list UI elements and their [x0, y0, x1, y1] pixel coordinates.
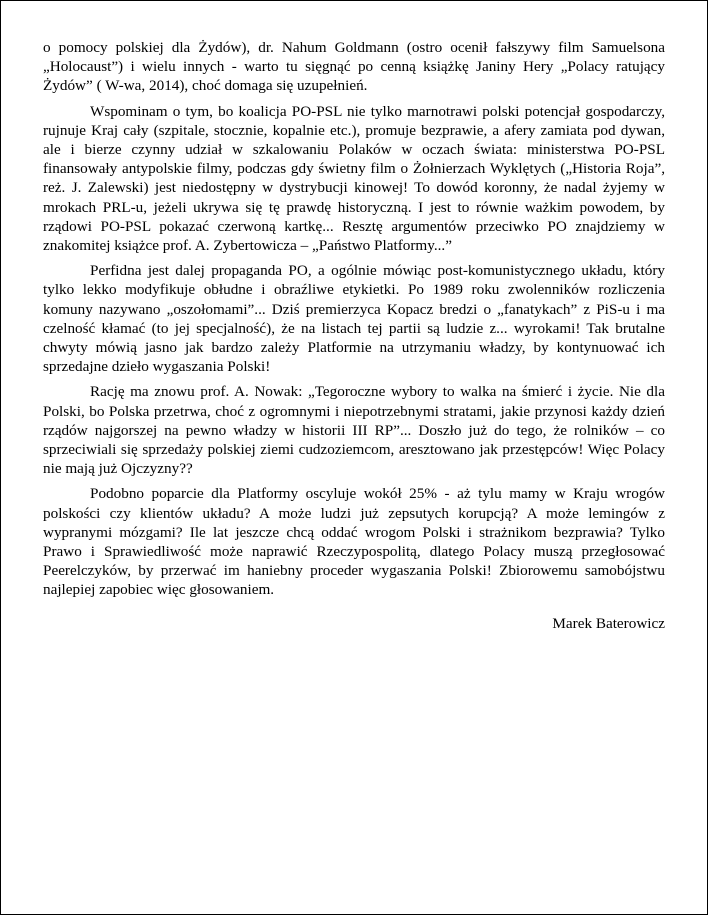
paragraph-3: Perfidna jest dalej propaganda PO, a ogólnie mówiąc post-komunistycznego układu, który tylko lekko modyfikuje obłudne i obraźliwe etykietki. Po 1989 roku zwolenników rozliczenia komuny nazywano „oszołomami”... Dziś premierzyca Kopacz bredzi o „fanatykach” z PiS-u i ma czelność kłamać (to jej specjalność), że na listach tej partii są ludzie z... wyrokami! Tak brutalne chwyty mówią jasno jak bardzo zależy Platformie na utrzymaniu władzy, by kontynuować ich sprzedajne dzieło wygaszania Polski!: [43, 262, 665, 376]
paragraph-4: Rację ma znowu prof. A. Nowak: „Tegoroczne wybory to walka na śmierć i życie. Nie dla Polski, bo Polska przetrwa, choć z ogromnymi i niepotrzebnymi stratami, jakie przynosi każdy dzień rządów najgorszej na pewno władzy w historii III RP”... Doszło już do tego, że rolników – co sprzeciwiali się sprzedaży polskiej ziemi cudzoziemcom, aresztowano jak przestępców! Więc Polacy nie mają już Ojczyzny??: [43, 383, 665, 478]
author-signature: Marek Baterowicz: [552, 614, 665, 632]
document-body: [43, 38, 665, 633]
paragraph-1: o pomocy polskiej dla Żydów), dr. Nahum Goldmann (ostro ocenił fałszywy film Samuelsona „Holocaust”) i wielu innych - warto tu sięgnąć po cenną książkę Janiny Hery „Polacy ratujący Żydów” ( W-wa, 2014), choć domaga się uzupełnień.: [43, 39, 665, 95]
paragraph-2: Wspominam o tym, bo koalicja PO-PSL nie tylko marnotrawi polski potencjał gospodarczy, rujnuje Kraj cały (szpitale, stocznie, kopalnie etc.), promuje bezprawie, a afery zamiata pod dywan, ale i bierze czynny udział w szkalowaniu Polaków w oczach świata: ministerstwa PO-PSL finansowały antypolskie filmy, podczas gdy świetny film o Żołnierzach Wyklętych („Historia Roja”, reż. J. Zalewski) jest niedostępny w dystrybucji kinowej! To dowód koronny, że nadal żyjemy w mrokach PRL-u, jeżeli ukrywa się tę prawdę historyczną. I jest to równie ważkim powodem, by rządowi PO-PSL pokazać czerwoną kartkę... Resztę argumentów przeciwko PO znajdziemy w znakomitej książce prof. A. Zybertowicza – „Państwo Platformy...”: [43, 102, 665, 255]
paragraph-5: Podobno poparcie dla Platformy oscyluje wokół 25% - aż tylu mamy w Kraju wrogów polskości czy klientów układu? A może ludzi już zepsutych korupcją? A może lemingów z wypranymi mózgami? Ile lat jeszcze chcą oddać wrogom Polski i strażnikom bezprawia? Tylko Prawo i Sprawiedliwość może naprawić Rzeczypospolitą, dlatego Polacy muszą przegłosować Peerelczyków, by przerwać im haniebny proceder wygaszania Polski! Zbiorowemu samobójstwu najlepiej zapobiec więc głosowaniem.: [43, 485, 665, 599]
